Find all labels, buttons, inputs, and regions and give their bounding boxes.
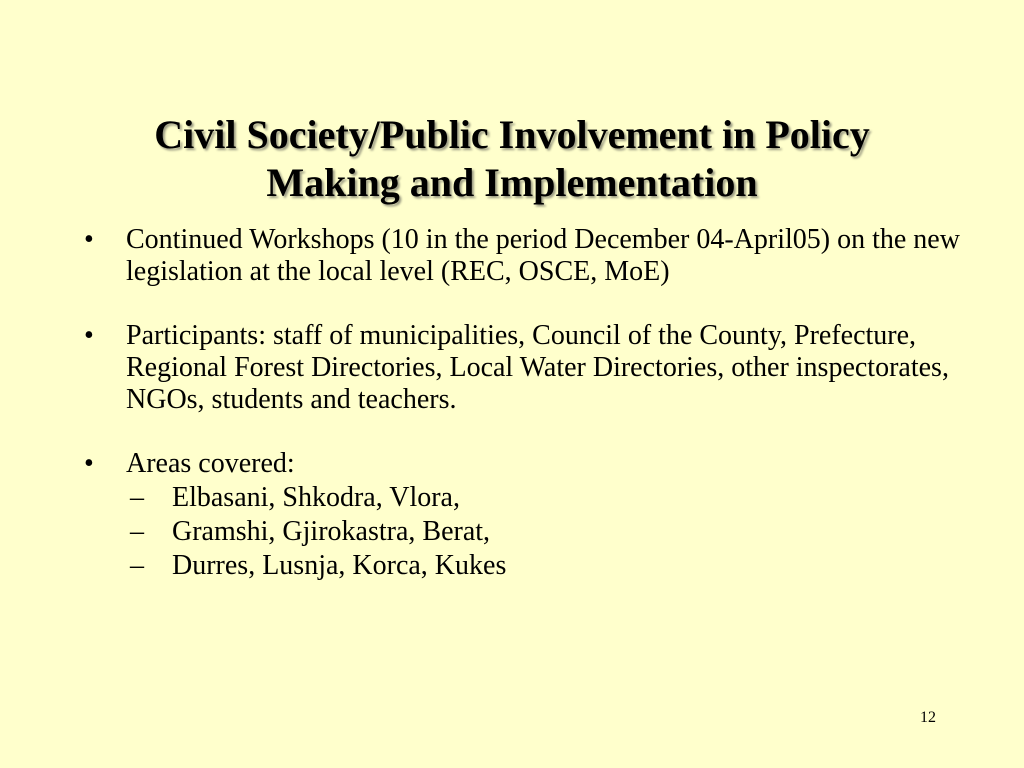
bullet-text: Areas covered: xyxy=(126,448,295,479)
bullet-marker: • xyxy=(84,320,94,351)
bullet-text: Continued Workshops (10 in the period December 04-April05) on the new legislation at the local level (REC, OSCE, MoE) xyxy=(126,224,960,287)
sub-list-marker: – xyxy=(130,550,144,581)
bullet-areas-covered xyxy=(82,448,962,582)
slide-title-line-1: Civil Society/Public Involvement in Policy xyxy=(154,111,870,157)
bullet-text: Participants: staff of municipalities, Council of the County, Prefecture, Regional Forest Directories, Local Water Directories, other inspectorates, NGOs, students and teachers. xyxy=(126,320,949,415)
sub-list-item xyxy=(126,550,962,582)
sub-list-text: Elbasani, Shkodra, Vlora, xyxy=(172,482,460,513)
sub-list-marker: – xyxy=(130,482,144,513)
bullet-workshops xyxy=(82,224,962,288)
bullet-marker: • xyxy=(84,448,94,479)
sub-list-item xyxy=(126,516,962,548)
slide-title-line-2: Making and Implementation xyxy=(266,159,758,205)
areas-sub-list xyxy=(126,482,962,582)
page-number: 12 xyxy=(920,709,936,726)
bullet-participants xyxy=(82,320,962,416)
sub-list-marker: – xyxy=(130,516,144,547)
bullet-marker: • xyxy=(84,224,94,255)
slide-content xyxy=(82,224,962,582)
slide-title xyxy=(60,111,964,207)
sub-list-text: Gramshi, Gjirokastra, Berat, xyxy=(172,516,491,547)
sub-list-text: Durres, Lusnja, Korca, Kukes xyxy=(172,550,507,581)
sub-list-item xyxy=(126,482,962,514)
